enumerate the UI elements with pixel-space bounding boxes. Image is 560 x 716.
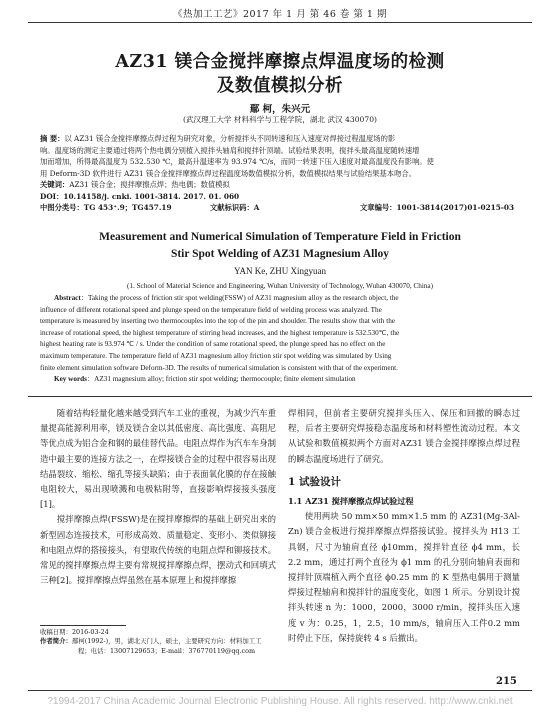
class-number: 中图分类号：TG 453⁺.9；TG457.19 xyxy=(40,203,172,212)
body-line: 焊相同，但前者主要研究搅拌头压入、保压和回撤的 xyxy=(288,408,494,418)
left-column xyxy=(40,406,276,588)
body-line: 计搅拌头转速 n 为：1000，2000，3000 r/min，搅拌头 xyxy=(288,587,521,613)
abstract-en-label: Abstract xyxy=(54,294,81,302)
abstract-en-line: highest heating rate is 93.974 ℃ / s. Under the condition of same rotational speed, the plunge speed has no effect on the xyxy=(40,340,386,349)
abstract-en-line: ：Taking the process of friction stir spot welding(FSSW) of AZ31 magnesium alloy as the research object, the xyxy=(80,294,399,302)
abstract-cn xyxy=(40,133,520,214)
abstract-cn-line: 用 Deform-3D 软件进行 AZ31 镁合金搅拌摩擦点焊过程温度场数值模拟分析，数值模拟结果与试验结果基本吻合。 xyxy=(40,168,416,178)
doi: DOI：10.14158/j. cnki. 1001-3814. 2017. 01. 060 xyxy=(40,191,240,201)
section-heading: 1 试验设计 xyxy=(288,475,341,488)
article-number: 文章编号：1001-3814(2017)01-0215-03 xyxy=(360,203,515,212)
received-date: 收稿日期：2016-03-24 xyxy=(40,628,109,636)
abstract-en-line: finite element simulation software Deform-3D. The results of numerical simulation is consistent with that of the experiment. xyxy=(40,363,398,372)
authors-en: YAN Ke, ZHU Xingyuan xyxy=(234,266,326,276)
body-line: 最佳替代品。电阻点焊作为汽车车身制造中最主要 xyxy=(40,438,277,464)
body-line: (Mg-3Al-Zn) 镁合金板进行搅拌摩擦点焊搭接试 xyxy=(288,511,520,537)
body-line: 验。搅拌头为 H13 工具钢，尺寸为轴肩直径 ϕ10 xyxy=(288,526,520,552)
title-cn-line2: 及数值模拟分析 xyxy=(217,76,343,96)
body-line: 为减少汽车重量提高能源利用率，镁及镁合金以其 xyxy=(40,408,277,434)
body-line: 入两个直径 ϕ0.25 mm 的 K 型热电偶用于测量焊接 xyxy=(288,572,520,598)
author-bio: 鄢柯(1992-)，男，湖北天门人，硕士，主要研究方向：材料加工工 xyxy=(71,637,262,646)
page-number: 215 xyxy=(496,676,517,687)
affiliation-en: (1. School of Material Science and Engineering, Wuhan University of Technology, Wuhan 430070, China) xyxy=(126,282,434,290)
subsection-heading: 1.1 AZ31 搅拌摩擦点焊试验过程 xyxy=(288,496,414,507)
body-line: 径为 ϕ1 mm 的孔分别向轴肩表面和搅拌针顶端植 xyxy=(288,556,520,583)
journal-header: 《热加工工艺》2017 年 1 月 第 46 卷 第 1 期 xyxy=(172,9,388,20)
body-line: 低密度、高比强度、高阻尼等优点成为铝合金和钢的 xyxy=(40,423,277,449)
abstract-en-line: influence of different rotational speed and plunge speed on the temperature field of welding process was analyzed. The xyxy=(40,305,382,314)
header-rule xyxy=(28,22,532,23)
author-bio: 程；电话：13007129653；E-mail：376770119@qq.com xyxy=(78,646,256,655)
body-line: 搅拌摩擦点焊(FSSW)是在搅拌摩擦焊的基础上 xyxy=(56,514,234,525)
body-line: 现结晶裂纹、缩松、缩孔等接头缺陷；由于表面氧化 xyxy=(40,453,277,479)
keywords-cn: AZ31 镁合金；搅拌摩擦点焊；热电偶；数值模拟 xyxy=(69,180,230,189)
body-line: 搅拌摩擦点焊虽然在基本原理上和搅拌摩擦 xyxy=(77,575,237,586)
section-rule xyxy=(28,396,532,397)
footnote xyxy=(40,628,276,656)
abstract-en-line: increase of rotational speed, the highest temperature of stirring head increases, and the highest temperature is 532.530℃, the xyxy=(40,328,400,337)
body-line: 直接影响焊接接头强度[1]。 xyxy=(40,484,277,510)
abstract-cn-label: 摘 要： xyxy=(40,134,65,143)
body-line: 压入速度 v 为：0.25，1，2.5，10 mm/s，轴肩压入工件 xyxy=(288,602,520,628)
body-line: 研究出来的新型固态连接技术，可形成高效、质量稳 xyxy=(40,514,277,540)
body-line: 使用两块 50 mm×50 mm×1.5 mm 的 AZ31 xyxy=(304,511,484,522)
body-line: mm，搅拌针直径 ϕ4 mm，长 2.2 mm，通过打两个直 xyxy=(288,541,520,567)
footnote-rule xyxy=(40,625,126,626)
affiliation-cn: (武汉理工大学 材料科学与工程学院，湖北 武汉 430070) xyxy=(182,115,378,124)
author-bio-label: 作者简介： xyxy=(40,637,72,646)
abstract-cn-line: 加而增加，所得最高温度为 532.530 ℃，最高升温速率为 93.974 ℃/s，而同一转速下压入速度对最高温度没有影响。使 xyxy=(40,157,434,166)
watermark: ?1994-2017 China Academic Journal Electronic Publishing House. All rights reserved. http://www.cnki.net xyxy=(47,696,513,707)
body-line: AZ31 镁合金搅拌摩擦点焊过程的瞬态温度场进行 xyxy=(288,438,521,464)
title-en-line1: Measurement and Numerical Simulation of Temperature Field in Friction xyxy=(99,231,461,243)
body-line: 代传统的电阻点焊和铆接技术。常见的搅拌摩擦点焊 xyxy=(40,544,277,571)
body-line: 0.2 mm 时停止下压，保持旋转 4 s 后撤出。 xyxy=(288,617,520,643)
footer-rule xyxy=(28,690,532,691)
body-line: 性流动过程。本文从试验和数值模拟两个方面对 xyxy=(288,423,521,449)
keywords-cn-label: 关键词： xyxy=(40,180,70,189)
abstract-cn-line: 以 AZ31 镁合金搅拌摩擦点焊过程为研究对象，分析搅拌头不同转速和压入速度对焊接过程温度场的影 xyxy=(64,134,396,143)
body-line: 随着结构轻量化越来越受到汽车工业的重视， xyxy=(56,408,226,418)
body-line: 了研究。 xyxy=(355,453,389,464)
keywords-en-label: Key words xyxy=(54,375,87,384)
keywords-en: ：AZ31 magnesium alloy; friction stir spot welding; thermocouple; finite element simulation xyxy=(86,375,356,384)
authors-cn: 鄢 柯，朱兴元 xyxy=(249,104,311,115)
title-en-line2: Stir Spot Welding of AZ31 Magnesium Alloy xyxy=(170,248,390,260)
body-line: 主要有常规搅拌摩擦点焊，摆动式和回填式三种[2]。 xyxy=(40,560,276,586)
body-line: 瞬态过程，后者主要研究焊接稳态温度场和材料塑 xyxy=(288,408,520,434)
abstract-cn-line: 响。温度场的测定主要通过将两个热电偶分别植入搅拌头轴肩和搅拌针顶端。试验结果表明，搅拌头最高温度随转速增 xyxy=(40,145,420,155)
title-cn-line1: AZ31 镁合金搅拌摩擦点焊温度场的检测 xyxy=(115,52,445,72)
abstract-en-line: maximum temperature. The temperature field of AZ31 magnesium alloy friction stir spot welding was simulated by Using xyxy=(40,351,392,360)
body-line: 定、变形小、类似铆接和电阻点焊的搭接接头，有望取 xyxy=(40,529,276,555)
right-column xyxy=(288,406,520,646)
body-line: 膜的存在接触电阻较大，易出现喷溅和电极粘附等， xyxy=(40,468,277,495)
body-line: 的连接方法之一，在焊接镁合金的过程中很容易出 xyxy=(82,453,268,464)
document-code: 文献标识码：A xyxy=(210,203,260,212)
abstract-en-line: temperature is measured by inserting two thermocouples into the top of the pin and shoulder. The results show that with the xyxy=(40,317,395,326)
abstract-en xyxy=(40,293,520,386)
body-line: 过程轴肩和搅拌针的温度变化，如图 1 所示。分别设 xyxy=(305,587,504,598)
